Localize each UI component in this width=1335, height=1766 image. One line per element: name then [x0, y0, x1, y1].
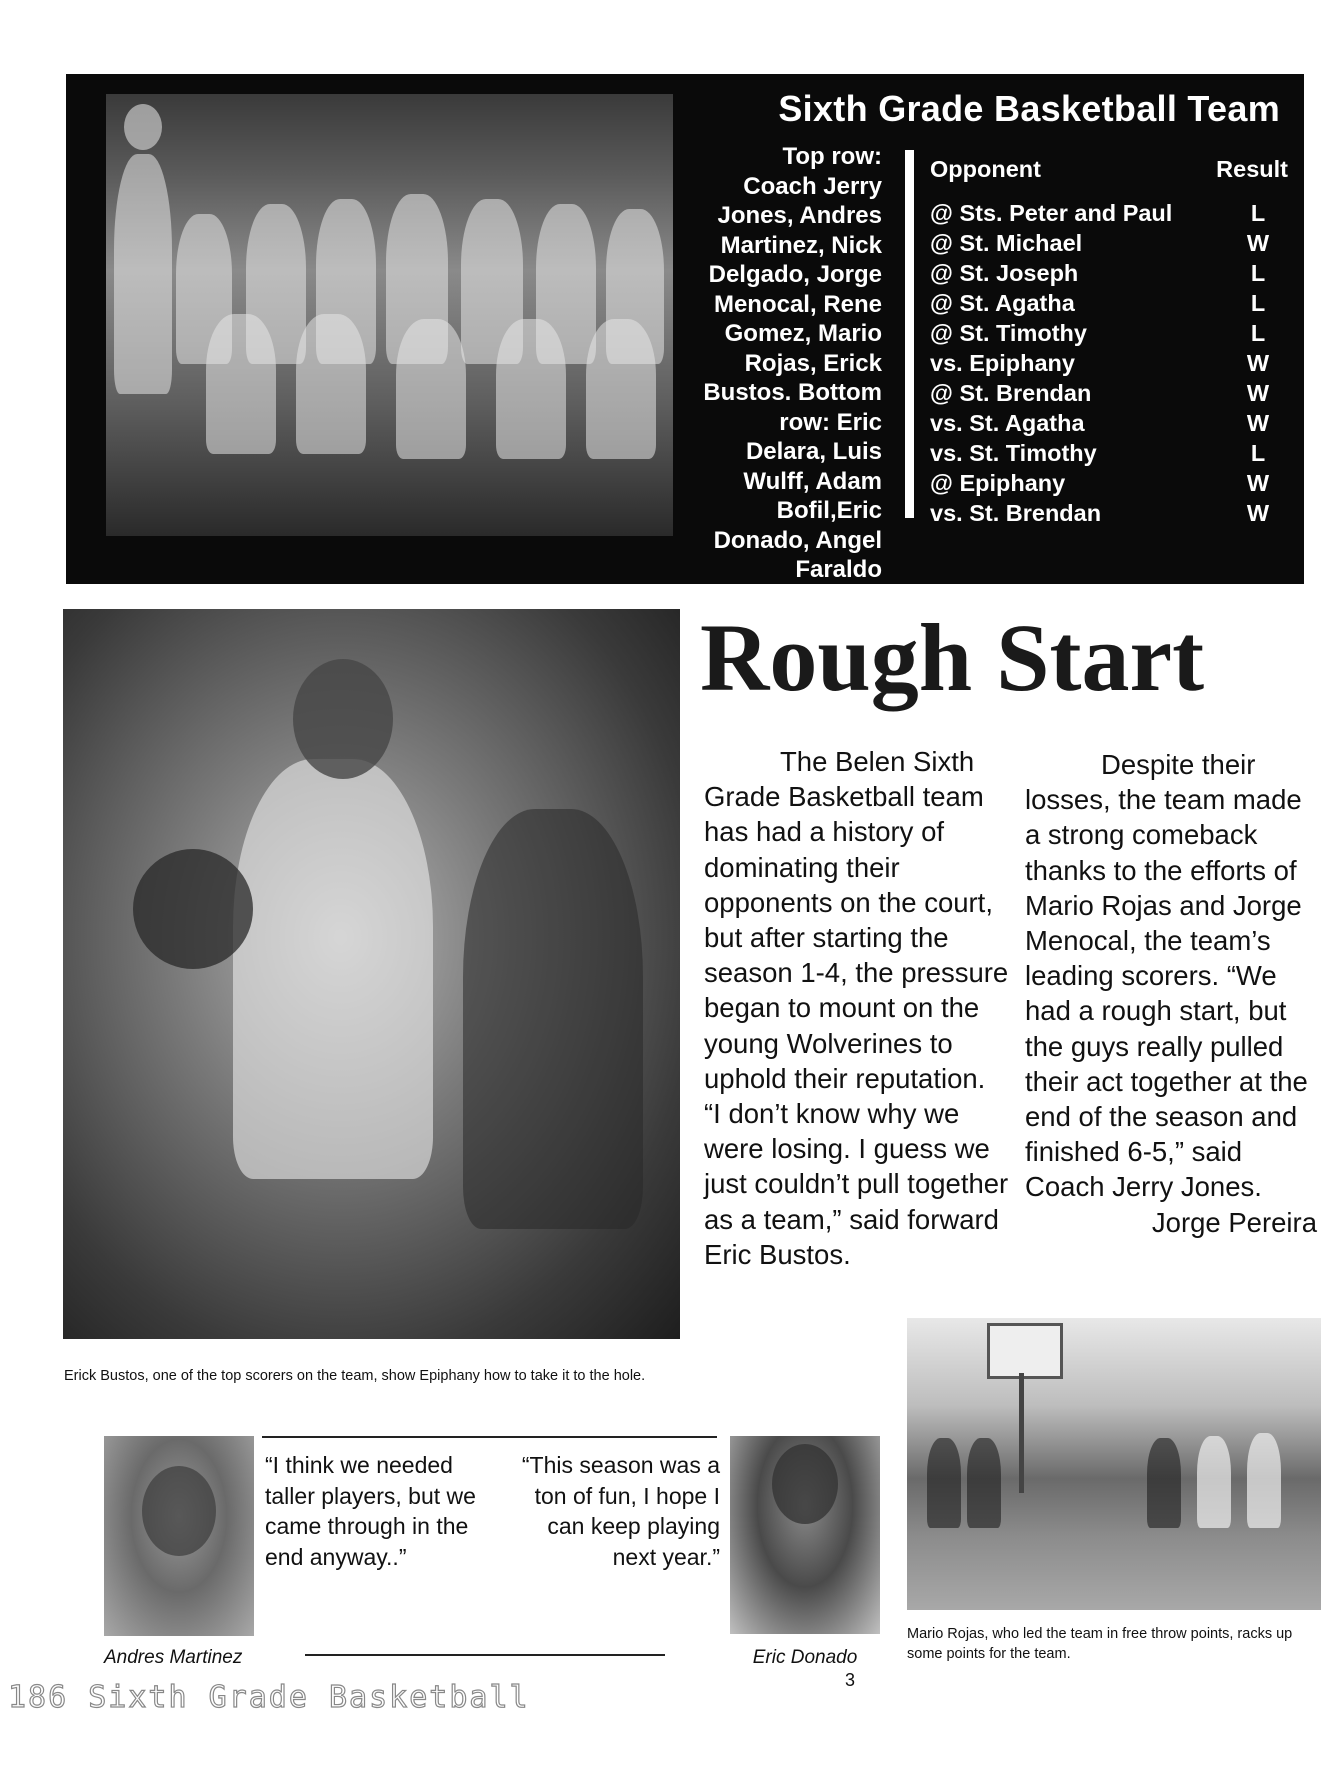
article-paragraph-2: Despite their losses, the team made a strong comeback thanks to the efforts of Mario Rojas and Jorge Menocal, the team’s leading scorers. “We had a rough start, but the guys really pulled their act together at the end of the season and finished 6-5,” said Coach Jerry Jones.: [1025, 749, 1308, 1203]
result-header: Result: [1216, 156, 1288, 182]
roster-caption: [680, 142, 882, 585]
roster-line: Donado, Angel: [713, 526, 882, 554]
roster-line: Top row:: [782, 143, 882, 170]
roster-line: Faraldo: [795, 556, 882, 583]
opponent-cell: @ Sts. Peter and Paul: [930, 200, 1173, 226]
roster-line: Menocal, Rene: [713, 290, 882, 318]
portrait-andres-martinez: [104, 1436, 254, 1636]
quote-divider-top: [262, 1436, 717, 1438]
article-byline: Jorge Pereira: [1151, 1206, 1317, 1238]
schedule-row: [930, 468, 1288, 498]
team-photo: [106, 94, 673, 536]
divider-bar: [905, 150, 914, 518]
roster-line: Coach Jerry: [743, 172, 882, 200]
article-headline: Rough Start: [700, 604, 1205, 711]
opponent-cell: @ Epiphany: [930, 470, 1066, 496]
schedule-row: [930, 228, 1288, 258]
quote-andres: “I think we needed taller players, but we came through in the end anyway..”: [265, 1452, 476, 1570]
roster-line: Bustos. Bottom: [703, 379, 882, 406]
opponent-cell: @ St. Brendan: [930, 380, 1092, 406]
page-label: 3: [845, 1670, 856, 1690]
roster-line: row: Eric: [779, 408, 882, 436]
court-photo: [907, 1318, 1321, 1610]
action-photo-caption: Erick Bustos, one of the top scorers on the team, show Epiphany how to take it to the hole.: [64, 1368, 646, 1384]
roster-line: Delara, Luis: [745, 438, 882, 465]
schedule-row: [930, 258, 1288, 288]
roster-line: Delgado, Jorge: [708, 261, 882, 288]
schedule-row: [930, 318, 1288, 348]
roster-line: Jones, Andres: [717, 202, 882, 229]
roster-line: Wulff, Adam: [743, 467, 882, 495]
result-cell: L: [1250, 260, 1266, 286]
result-cell: L: [1250, 320, 1266, 346]
page-folio: 186 Sixth Grade Basketball: [8, 1680, 530, 1715]
quote-eric: “This season was a ton of fun, I hope I can keep playing next year.”: [521, 1452, 720, 1570]
portrait-name-andres: Andres Martinez: [104, 1647, 243, 1668]
portrait-name-eric: Eric Donado: [752, 1647, 858, 1668]
roster-line: Rojas, Erick: [744, 349, 882, 377]
opponent-cell: vs. St. Agatha: [930, 410, 1085, 436]
schedule-header-row: [930, 154, 1288, 184]
opponent-header: Opponent: [930, 156, 1041, 182]
result-cell: W: [1246, 500, 1270, 526]
result-cell: W: [1246, 350, 1270, 376]
result-cell: W: [1246, 470, 1270, 496]
roster-line: Martinez, Nick: [720, 231, 882, 259]
opponent-cell: vs. St. Brendan: [930, 500, 1102, 526]
action-photo: [63, 609, 680, 1339]
article-column-1: [704, 744, 1009, 1272]
court-photo-caption: Mario Rojas, who led the team in free throw points, racks up some points for the team.: [907, 1626, 1293, 1662]
banner-title: Sixth Grade Basketball Team: [778, 88, 1280, 129]
article-column-2: [1025, 747, 1317, 1240]
result-cell: L: [1250, 200, 1266, 226]
schedule-row: [930, 498, 1288, 528]
opponent-cell: @ St. Agatha: [930, 290, 1075, 316]
schedule-row: [930, 288, 1288, 318]
schedule-row: [930, 438, 1288, 468]
opponent-cell: @ St. Joseph: [930, 260, 1079, 286]
portrait-eric-donado: [730, 1436, 880, 1634]
result-cell: L: [1250, 440, 1266, 466]
opponent-cell: @ St. Timothy: [930, 320, 1087, 346]
schedule-row: [930, 378, 1288, 408]
result-cell: L: [1250, 290, 1266, 316]
opponent-cell: vs. Epiphany: [930, 350, 1075, 376]
roster-line: Bofil,Eric: [776, 497, 882, 524]
result-cell: W: [1246, 230, 1270, 256]
schedule-row: [930, 408, 1288, 438]
quote-divider-bottom: [305, 1654, 665, 1656]
result-cell: W: [1246, 380, 1270, 406]
opponent-cell: @ St. Michael: [930, 230, 1083, 256]
article-paragraph-1: The Belen Sixth Grade Basketball team has had a history of dominating their opponents on the court, but after starting the season 1-4, the pressure began to mount on the young Wolverines to uphold their reputation. “I don’t know why we were losing. I guess we just couldn’t pull together as a team,” said forward Eric Bustos.: [704, 746, 1009, 1270]
roster-line: Gomez, Mario: [724, 320, 882, 347]
schedule-row: [930, 348, 1288, 378]
opponent-cell: vs. St. Timothy: [930, 440, 1097, 466]
schedule-table: [930, 154, 1288, 528]
result-cell: W: [1246, 410, 1270, 436]
schedule-row: [930, 198, 1288, 228]
